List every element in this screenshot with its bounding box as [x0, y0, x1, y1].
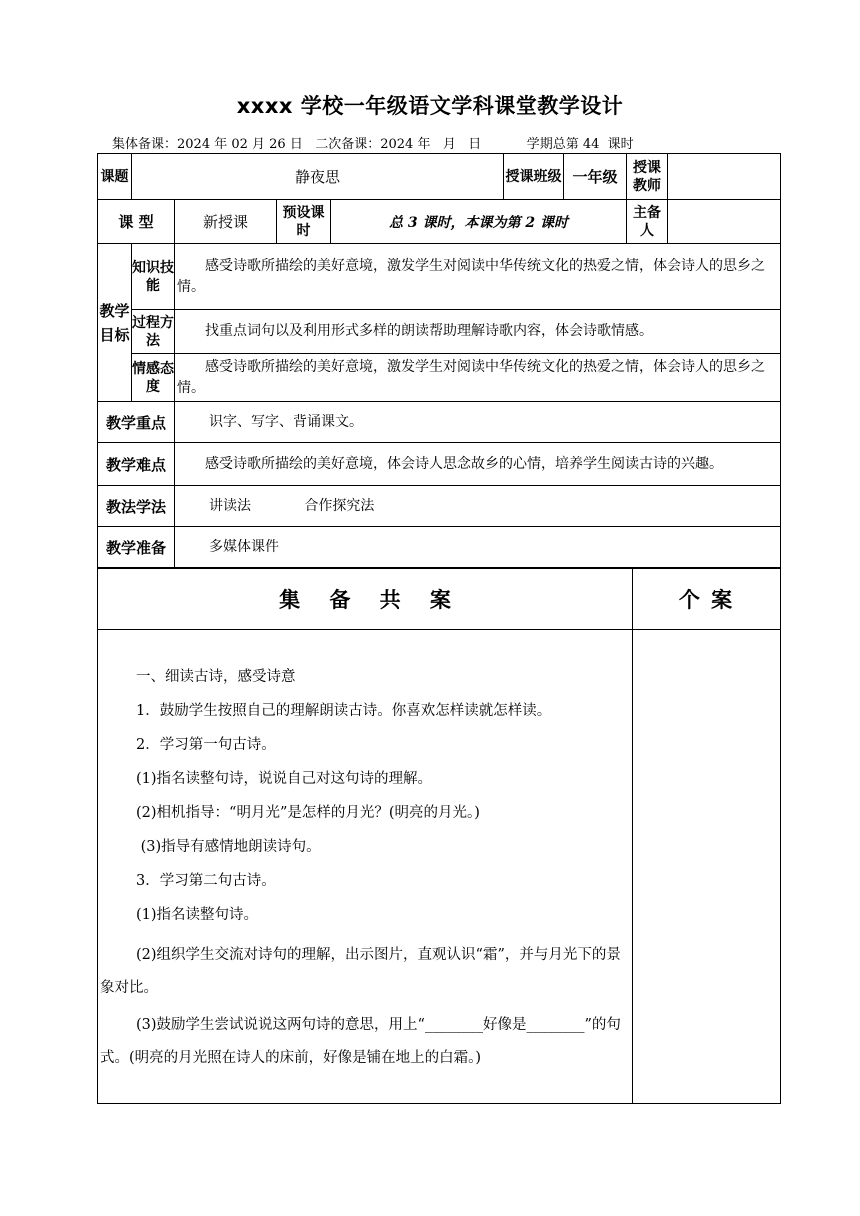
meta-line: 集体备课：2024 年 02 月 26 日 二次备课：2024 年 月 日 学期总第 44 课时 [112, 137, 634, 152]
body-table [97, 567, 781, 1104]
row-text-method: 讲读法 合作探究法 [175, 486, 781, 527]
row-label-key: 教学重点 [98, 402, 175, 443]
content-line: (3)鼓励学生尝试说说这两句诗的意思，用上“________好像是________”的句式。(明亮的月光照在诗人的床前，好像是铺在地上的白霜。) [100, 1017, 621, 1066]
goal-label-process: 过程方法 [132, 310, 175, 354]
content-line: (1)指名读整句诗。 [136, 907, 259, 923]
shared-plan-content [98, 630, 633, 1104]
topic-label: 课题 [98, 154, 132, 200]
content-line: 1．鼓励学生按照自己的理解朗读古诗。你喜欢怎样读就怎样读。 [136, 703, 552, 719]
plan-value: 总 3 课时，本课为第 2 课时 [331, 200, 627, 244]
goal-text-process: 找重点词句以及利用形式多样的朗读帮助理解诗歌内容，体会诗歌情感。 [175, 310, 781, 354]
content-line: (1)指名读整句诗，说说自己对这句诗的理解。 [136, 771, 433, 787]
goal-text-attitude: 感受诗歌所描绘的美好意境，激发学生对阅读中华传统文化的热爱之情，体会诗人的思乡之情。 [175, 354, 781, 402]
content-line: (2)组织学生交流对诗句的理解，出示图片，直观认识“霜”，并与月光下的景象对比。 [100, 947, 621, 996]
header-table [97, 153, 781, 569]
row-label-method: 教法学法 [98, 486, 175, 527]
class-value: 一年级 [564, 154, 627, 200]
personal-plan-header: 个 案 [633, 568, 781, 630]
class-label: 授课班级 [504, 154, 564, 200]
personal-plan-content [633, 630, 781, 1104]
goal-text-knowledge: 感受诗歌所描绘的美好意境，激发学生对阅读中华传统文化的热爱之情，体会诗人的思乡之情。 [175, 244, 781, 310]
content-line: 3．学习第二句古诗。 [136, 873, 276, 889]
type-value: 新授课 [175, 200, 277, 244]
plan-label: 预设课时 [277, 200, 331, 244]
row-label-difficulty: 教学难点 [98, 443, 175, 486]
lead-label: 主备人 [627, 200, 668, 244]
content-line: (3)指导有感情地朗读诗句。 [136, 839, 321, 855]
teacher-value [668, 154, 781, 200]
type-label: 课 型 [98, 200, 175, 244]
shared-plan-header: 集 备 共 案 [98, 568, 633, 630]
content-line: (2)相机指导：“明月光”是怎样的月光？(明亮的月光。) [136, 805, 480, 821]
row-text-difficulty: 感受诗歌所描绘的美好意境，体会诗人思念故乡的心情，培养学生阅读古诗的兴趣。 [175, 443, 781, 486]
content-line: 2．学习第一句古诗。 [136, 737, 276, 753]
goal-label-attitude: 情感态度 [132, 354, 175, 402]
document-title: xxxx 学校一年级语文学科课堂教学设计 [236, 94, 624, 118]
teacher-label: 授课教师 [627, 154, 668, 200]
goal-label-knowledge: 知识技能 [132, 244, 175, 310]
goals-group-label: 教学目标 [98, 244, 132, 402]
content-line: 一、细读古诗，感受诗意 [136, 669, 296, 685]
topic-value: 静夜思 [132, 154, 504, 200]
row-label-prep: 教学准备 [98, 527, 175, 569]
lead-value [668, 200, 781, 244]
row-text-prep: 多媒体课件 [175, 527, 781, 569]
row-text-key: 识字、写字、背诵课文。 [175, 402, 781, 443]
